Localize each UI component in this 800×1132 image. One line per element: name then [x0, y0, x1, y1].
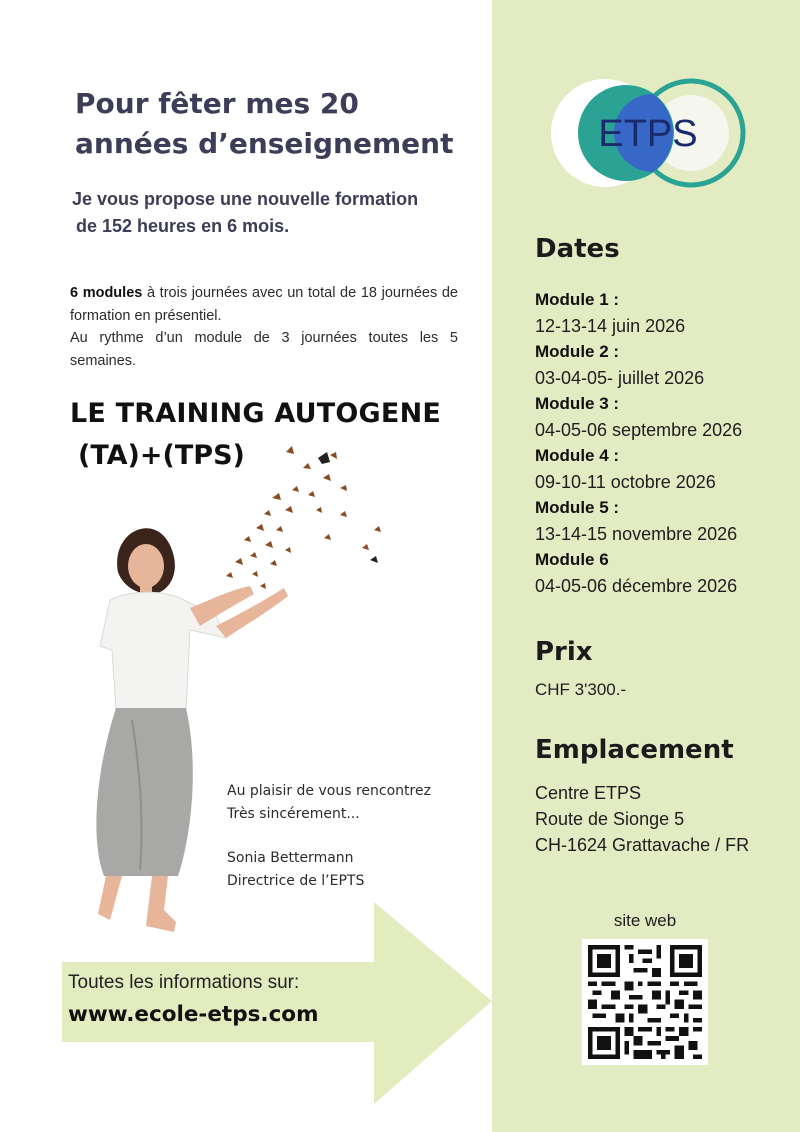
module-item: [535, 445, 795, 497]
address-line-3: CH-1624 Grattavache / FR: [535, 835, 750, 855]
website-link[interactable]: www.ecole-etps.com: [68, 1002, 319, 1027]
address-line-2: Route de Sionge 5: [535, 809, 685, 829]
qr-code-graphic: [588, 945, 702, 1059]
module-label: Module 4 :: [535, 446, 620, 465]
module-item: [535, 393, 795, 445]
subhead: [72, 186, 472, 240]
module-date: 04-05-06 décembre 2026: [535, 576, 738, 596]
module-date: 03-04-05- juillet 2026: [535, 368, 705, 388]
training-subtitle: (TA)+(TPS): [78, 440, 245, 471]
module-label: Module 5 :: [535, 498, 620, 517]
subhead-line-1: Je vous propose une nouvelle formation: [72, 189, 419, 209]
module-label: Module 2 :: [535, 342, 620, 361]
module-label: Module 1 :: [535, 290, 620, 309]
intro-bold: 6 modules: [70, 285, 143, 301]
logo-text: ETPS: [598, 113, 698, 155]
intro-text: [70, 282, 458, 372]
address-line-1: Centre ETPS: [535, 783, 642, 803]
module-item: [535, 289, 795, 341]
modules-list: [535, 289, 795, 601]
module-label: Module 6: [535, 550, 609, 569]
module-item: [535, 497, 795, 549]
signature-name: Sonia Bettermann: [227, 850, 354, 866]
qr-code-icon[interactable]: [582, 939, 708, 1065]
module-date: 13-14-15 novembre 2026: [535, 524, 738, 544]
butterflies-icon: [226, 446, 381, 589]
dates-title: Dates: [535, 234, 620, 264]
site-web-label: site web: [613, 911, 677, 930]
prix-title: Prix: [535, 637, 593, 667]
module-date: 09-10-11 octobre 2026: [535, 472, 716, 492]
logo-icon: [548, 76, 748, 190]
training-title: LE TRAINING AUTOGENE: [70, 398, 442, 429]
address-block: [535, 780, 749, 858]
module-label: Module 3 :: [535, 394, 620, 413]
signature-line-1: Au plaisir de vous rencontrez: [227, 783, 431, 799]
signature-block: [227, 780, 431, 893]
intro-rest: à trois journées avec un total de 18 journées de formation en présentiel.: [70, 285, 458, 324]
etps-logo: [548, 76, 748, 190]
module-item: [535, 341, 795, 393]
intro-line-2: Au rythme d’un module de 3 journées toutes les 5 semaines.: [70, 330, 458, 369]
module-date: 04-05-06 septembre 2026: [535, 420, 743, 440]
emplacement-title: Emplacement: [535, 735, 734, 765]
info-label: Toutes les informations sur:: [68, 972, 300, 993]
prix-value: CHF 3'300.-: [535, 680, 627, 699]
signature-role: Directrice de l’EPTS: [227, 873, 365, 889]
module-item: [535, 549, 795, 601]
module-date: 12-13-14 juin 2026: [535, 316, 686, 336]
headline: Pour fêter mes 20 années d’enseignement: [75, 87, 454, 160]
signature-line-2: Très sincérement...: [227, 806, 360, 822]
subhead-line-2: de 152 heures en 6 mois.: [76, 216, 290, 236]
